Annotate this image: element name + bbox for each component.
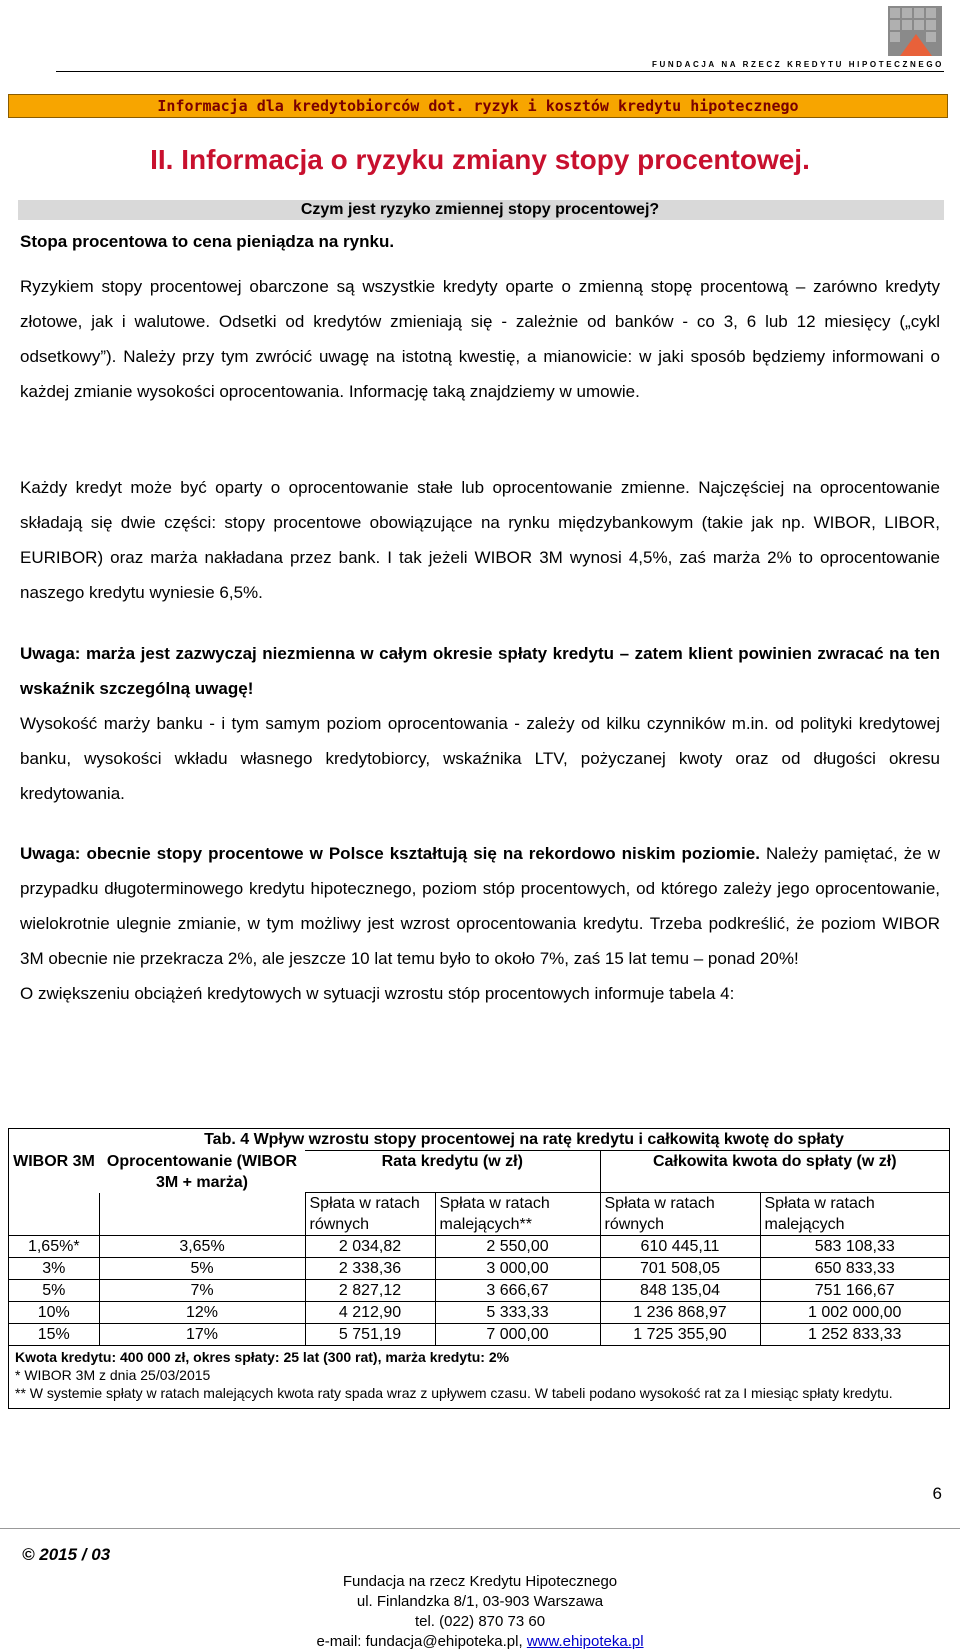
cell-total-decreasing: 751 166,67 — [814, 1282, 895, 1299]
table-row — [9, 1258, 949, 1280]
footer-rule — [0, 1528, 960, 1529]
paragraph-4 — [20, 836, 940, 1011]
header-wibor: WIBOR 3M — [13, 1152, 95, 1170]
margin-warning: Uwaga: marża jest zazwyczaj niezmienna w całym okresie spłaty kredytu – zatem klient powinien zwracać na ten wskaźnik szczególną uwagę! — [20, 644, 940, 698]
cell-equal: 2 034,82 — [305, 1236, 435, 1258]
margin-explanation: Wysokość marży banku - i tym samym poziom oprocentowania - zależy od kilku czynników m.in. od polityki kredytowej banku, wysokości wkładu własnego kredytobiorcy, wskaźnika LTV, pożyczanej kwoty oraz od długości okresu kredytowania. — [20, 714, 940, 803]
footer-address: ul. Finlandzka 8/1, 03-903 Warszawa — [356, 1593, 604, 1610]
cell-decreasing: 5 333,33 — [435, 1302, 600, 1324]
table-intro: O zwiększeniu obciążeń kredytowych w sytuacji wzrostu stóp procentowych informuje tabela 4: — [20, 984, 735, 1003]
cell-interest: 3,65% — [99, 1236, 305, 1258]
cell-total-equal: 701 508,05 — [600, 1258, 760, 1280]
footer-email: e-mail: fundacja@ehipoteka.pl, — [316, 1633, 523, 1650]
section-subtitle: Czym jest ryzyko zmiennej stopy procentowej? — [300, 201, 660, 218]
footer-contact — [0, 1572, 960, 1652]
cell-total-equal: 848 135,04 — [600, 1280, 760, 1302]
rates-warning: obecnie stopy procentowe w Polsce kształtują się na rekordowo niskim poziomie. — [86, 844, 760, 863]
header-total: Całkowita kwota do spłaty (w zł) — [600, 1151, 949, 1193]
table-row — [9, 1280, 949, 1302]
cell-decreasing: 7 000,00 — [435, 1324, 600, 1346]
footer-email-line — [0, 1632, 960, 1652]
cell-decreasing: 3 000,00 — [435, 1258, 600, 1280]
cell-wibor: 5% — [9, 1280, 99, 1302]
cell-total-decreasing: 1 252 833,33 — [808, 1326, 902, 1343]
cell-total-decreasing: 583 108,33 — [814, 1238, 895, 1255]
footer-phone: tel. (022) 870 73 60 — [414, 1613, 546, 1630]
cell-wibor: 15% — [9, 1324, 99, 1346]
org-name: FUNDACJA NA RZECZ KREDYTU HIPOTECZNEGO — [652, 60, 944, 69]
document-banner: Informacja dla kredytobiorców dot. ryzyk i kosztów kredytu hipotecznego — [8, 94, 948, 118]
cell-interest: 12% — [99, 1302, 305, 1324]
cell-wibor: 10% — [9, 1302, 99, 1324]
paragraph-1: Ryzykiem stopy procentowej obarczone są wszystkie kredyty oparte o zmienną stopę procentową – zarówno kredyty złotowe, jak i walutowe. Odsetki od kredytów zmieniają się - zależnie od banków - co 3, 6 lub 12 miesięcy („cykl odsetkowy”). Należy przy tym zwrócić uwagę na istotną kwestię, a mianowicie: w jaki sposób będziemy informowani o każdej zmianie wysokości oprocentowania. Informację taką znajdziemy w umowie. — [20, 277, 940, 401]
table-notes — [9, 1346, 949, 1408]
header-rule — [56, 71, 944, 72]
paragraph-2: Każdy kredyt może być oparty o oprocentowanie stałe lub oprocentowanie zmienne. Najczęściej na oprocentowanie składają się dwie części: stopy procentowe obowiązujące na rynku międzybankowym (takie jak np. WIBOR, LIBOR, EURIBOR) oraz marża nakładana przez bank. I tak jeżeli WIBOR 3M wynosi 4,5%, zaś marża 2% to oprocentowanie naszego kredytu wyniesie 6,5%. — [20, 478, 940, 602]
subheader-equal: Spłata w ratach równych — [305, 1193, 435, 1236]
header-installment: Rata kredytu (w zł) — [305, 1151, 600, 1193]
foundation-logo — [888, 6, 942, 56]
cell-equal: 5 751,19 — [305, 1324, 435, 1346]
cell-equal: 2 827,12 — [305, 1280, 435, 1302]
section-title: II. Informacja o ryzyku zmiany stopy procentowej. — [150, 144, 810, 175]
cell-interest: 17% — [99, 1324, 305, 1346]
cell-equal: 4 212,90 — [305, 1302, 435, 1324]
footnote-wibor: * WIBOR 3M z dnia 25/03/2015 — [15, 1367, 211, 1383]
footnote-decreasing: ** W systemie spłaty w ratach malejących kwota raty spada wraz z upływem czasu. W tabeli podano wysokość rat za I miesiąc spłaty kredytu. — [15, 1385, 893, 1401]
copyright-year: © 2015 / 03 — [22, 1545, 111, 1564]
cell-equal: 2 338,36 — [305, 1258, 435, 1280]
cell-total-equal: 610 445,11 — [600, 1236, 760, 1258]
cell-total-equal: 1 236 868,97 — [600, 1302, 760, 1324]
cell-decreasing: 2 550,00 — [435, 1236, 600, 1258]
warning-label: Uwaga: — [20, 844, 81, 863]
footer-org: Fundacja na rzecz Kredytu Hipotecznego — [342, 1573, 618, 1590]
table-row — [9, 1236, 949, 1258]
page-number: 6 — [932, 1484, 942, 1503]
subheader-total-equal: Spłata w ratach równych — [600, 1193, 760, 1236]
section-lead: Stopa procentowa to cena pieniądza na rynku. — [20, 232, 395, 251]
loan-parameters: Kwota kredytu: 400 000 zł, okres spłaty: 25 lat (300 rat), marża kredytu: 2% — [15, 1349, 510, 1365]
website-link[interactable]: www.ehipoteka.pl — [526, 1633, 644, 1650]
table-row — [9, 1302, 949, 1324]
cell-interest: 7% — [99, 1280, 305, 1302]
table-row — [9, 1324, 949, 1346]
subheader-decreasing: Spłata w ratach malejących** — [435, 1193, 600, 1236]
subheader-total-decreasing: Spłata w ratach malejących — [760, 1193, 949, 1236]
cell-wibor: 1,65%* — [9, 1236, 99, 1258]
rates-explanation: Należy pamiętać, że w przypadku długoterminowego kredytu hipotecznego, poziom stóp procentowych, od którego zależy jego oprocentowanie, wielokrotnie ulegnie zmianie, w tym możliwy jest wzrost oprocentowania kredytu. Trzeba podkreślić, że poziom WIBOR 3M obecnie nie przekracza 2%, ale jeszcze 10 lat temu było to około 7%, zaś 15 lat temu – ponad 20%! — [20, 844, 940, 968]
cell-total-equal: 1 725 355,90 — [600, 1324, 760, 1346]
cell-wibor: 3% — [9, 1258, 99, 1280]
cell-interest: 5% — [99, 1258, 305, 1280]
cell-total-decreasing: 1 002 000,00 — [808, 1304, 902, 1321]
cell-total-decreasing: 650 833,33 — [814, 1260, 895, 1277]
cell-decreasing: 3 666,67 — [435, 1280, 600, 1302]
paragraph-3 — [20, 636, 940, 811]
rates-table — [8, 1128, 950, 1409]
table-caption: Tab. 4 Wpływ wzrostu stopy procentowej na ratę kredytu i całkowitą kwotę do spłaty — [204, 1131, 844, 1148]
header-interest: Oprocentowanie (WIBOR 3M + marża) — [106, 1152, 298, 1191]
